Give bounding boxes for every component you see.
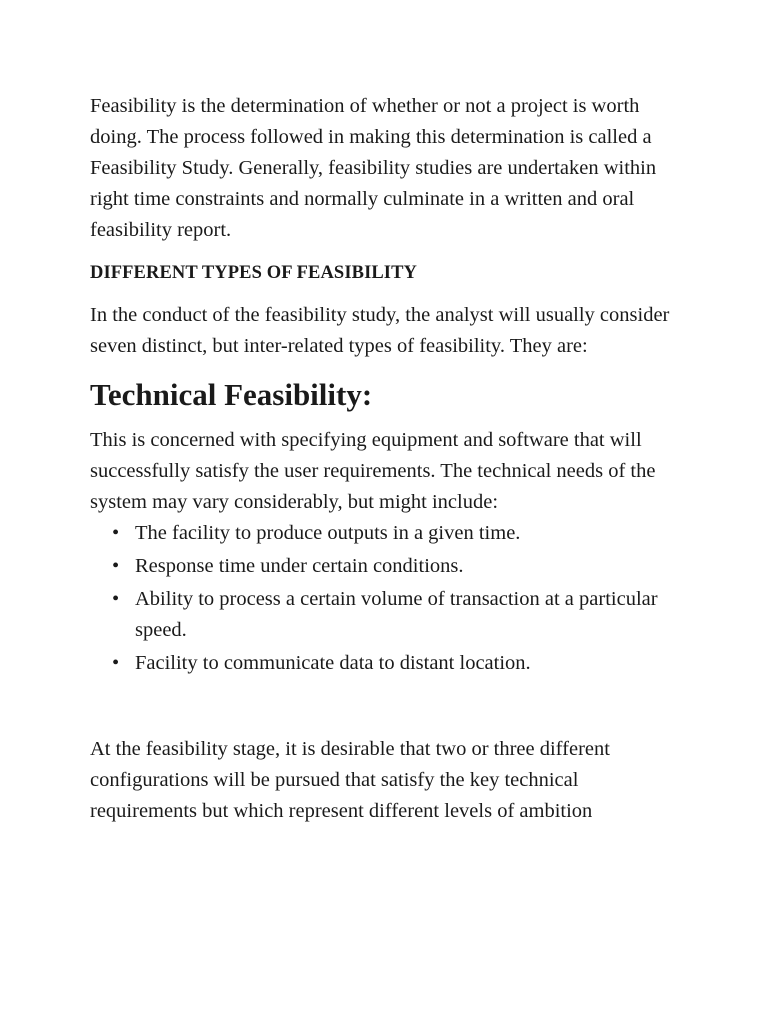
bullet-icon: •: [112, 522, 120, 544]
requirements-list: [90, 518, 690, 679]
list-item-text: Ability to process a certain volume of transaction at a particular speed.: [135, 588, 658, 641]
list-item-text: Facility to communicate data to distant location.: [135, 652, 531, 674]
bullet-icon: •: [112, 555, 120, 577]
list-item-text: Response time under certain conditions.: [135, 555, 464, 577]
types-paragraph: In the conduct of the feasibility study, the analyst will usually consider seven distinct, but inter-related types of feasibility. They are:: [90, 304, 670, 357]
list-item-text: The facility to produce outputs in a given time.: [135, 522, 521, 544]
bullet-icon: •: [112, 652, 120, 674]
list-item: [90, 584, 690, 646]
closing-paragraph: At the feasibility stage, it is desirable that two or three different configurations will be pursued that satisfy the key technical requirements but which represent different levels of ambition: [90, 738, 610, 822]
bullet-icon: •: [112, 588, 120, 610]
intro-paragraph: Feasibility is the determination of whether or not a project is worth doing. The process followed in making this determination is called a Feasibility Study. Generally, feasibility studies are undertaken within right time constraints and normally culminate in a written and oral feasibility report.: [90, 95, 657, 241]
list-item: [90, 518, 690, 549]
document-page: [90, 91, 690, 827]
list-item: [90, 648, 690, 679]
list-item: [90, 551, 690, 582]
section-heading: DIFFERENT TYPES OF FEASIBILITY: [90, 263, 418, 283]
technical-paragraph: This is concerned with specifying equipment and software that will successfully satisfy the user requirements. The technical needs of the system may vary considerably, but might include:: [90, 429, 656, 513]
technical-feasibility-heading: Technical Feasibility:: [90, 377, 373, 412]
